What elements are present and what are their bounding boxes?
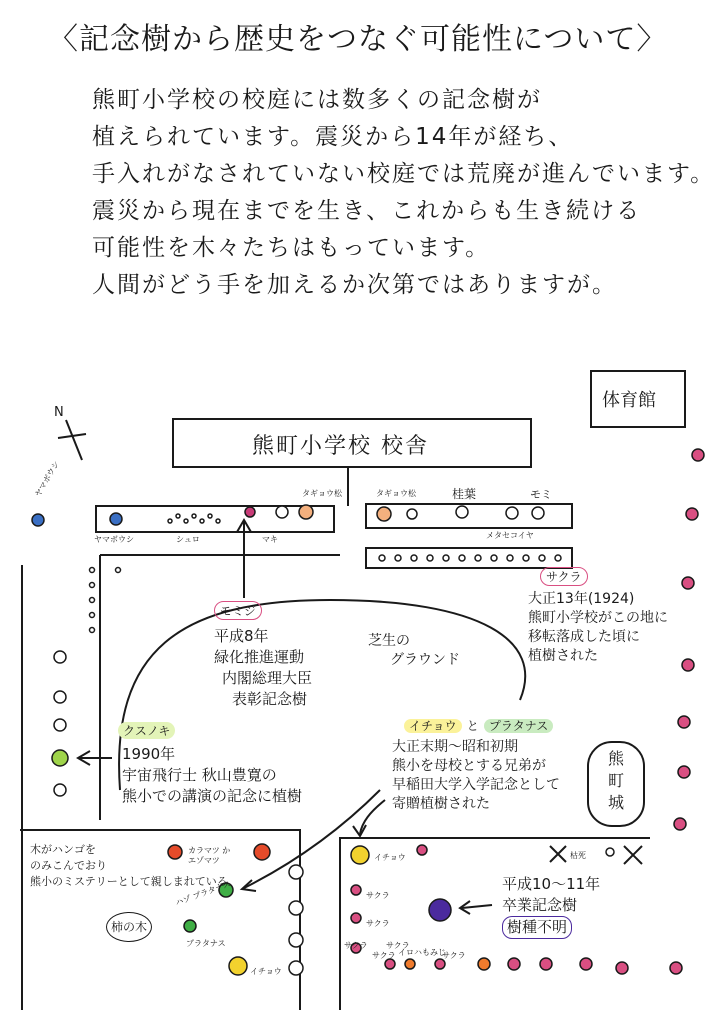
kaki-label: 柿の木 bbox=[106, 912, 152, 942]
tree-label: サクラ bbox=[366, 891, 390, 900]
shuro-marker bbox=[208, 514, 212, 518]
tree-label: ハゾ プラタナス bbox=[174, 879, 232, 908]
tree-label: タギョウ松 bbox=[302, 489, 342, 498]
tree-label: マキ bbox=[262, 535, 278, 544]
ichou-platanus-tags: イチョウ と プラタナス bbox=[404, 715, 553, 734]
kusunoki-tag: クスノキ bbox=[118, 722, 175, 739]
shuro-marker bbox=[216, 519, 220, 523]
ground-label: 芝生の グラウンド bbox=[368, 633, 460, 668]
kusunoki-marker bbox=[52, 750, 68, 766]
yamaboushi-marker bbox=[32, 514, 44, 526]
graduation-tree-marker bbox=[429, 899, 451, 921]
tree-label: カラマツ か エゾマツ bbox=[188, 846, 231, 865]
sakura-tag: サクラ bbox=[540, 567, 588, 586]
shuro-marker bbox=[200, 519, 204, 523]
intro-line: 熊町小学校の校庭には数多くの記念樹が bbox=[92, 87, 542, 113]
momiji-note: 平成8年 緑化推進運動 内閣総理大臣 表彰記念樹 bbox=[214, 627, 313, 708]
tree-label: サクラ bbox=[344, 941, 368, 950]
school-building: 熊町小学校 校舎 bbox=[172, 418, 532, 468]
yamaboushi-marker bbox=[110, 513, 122, 525]
tree-label: サクラ bbox=[366, 919, 390, 928]
tree-label: ヤマボウシ bbox=[33, 459, 62, 499]
matsu-marker bbox=[299, 505, 313, 519]
momiji-tag: モミジ bbox=[214, 601, 262, 620]
intro-line: 可能性を木々たちはもっています。 bbox=[92, 235, 491, 261]
maki-marker bbox=[276, 506, 288, 518]
tree-label: ヤマボウシ bbox=[94, 535, 134, 544]
tree-label: サクラ bbox=[386, 941, 410, 950]
graduation-note: 平成10～11年 卒業記念樹 樹種不明 bbox=[502, 874, 600, 939]
sakura-marker bbox=[54, 651, 66, 663]
ichou-platanus-note: 大正末期～昭和初期 熊小を母校とする兄弟が 早稲田大学入学記念として 寄贈植樹された bbox=[392, 739, 560, 812]
tree-label: 桂葉 bbox=[452, 487, 477, 501]
ichou-tag: イチョウ bbox=[404, 719, 462, 733]
north-label: N bbox=[54, 405, 64, 420]
tree-label: イチョウ bbox=[374, 853, 406, 862]
sakura-note: 大正13年(1924) 熊町小学校がこの地に 移転落成した頃に 植樹された bbox=[528, 591, 668, 664]
kinmokusei-marker bbox=[456, 506, 468, 518]
sakura-marker bbox=[54, 719, 66, 731]
tree-label: サクラ bbox=[372, 951, 396, 960]
kusunoki-note: 1990年 宇宙飛行士 秋山豊寛の 熊小での講演の記念に植樹 bbox=[122, 745, 303, 805]
maki-marker bbox=[245, 507, 255, 517]
mystery-note: 木がハンゴを のみこんでおり 熊小のミステリーとして親しまれている bbox=[30, 843, 228, 888]
tree-label: イロハもみじ bbox=[398, 948, 446, 957]
intro-line: 植えられています。震災から14年が経ち、 bbox=[92, 124, 574, 150]
tree-label: タギョウ松 bbox=[376, 489, 416, 498]
platanus-tag: プラタナス bbox=[484, 719, 553, 733]
ichou-marker bbox=[229, 957, 247, 975]
tree-label: プラタナス bbox=[186, 939, 226, 948]
tree-label: シュロ bbox=[176, 535, 200, 544]
ichou-marker bbox=[351, 846, 369, 864]
shuro-marker bbox=[184, 519, 188, 523]
castle-label: 熊町城 bbox=[607, 749, 624, 812]
tree-label: サクラ bbox=[442, 951, 466, 960]
momi-marker bbox=[532, 507, 544, 519]
shuro-marker bbox=[192, 514, 196, 518]
shuro-marker bbox=[168, 519, 172, 523]
page-title: 〈記念樹から歴史をつなぐ可能性について〉 bbox=[48, 22, 668, 57]
tree-marker bbox=[407, 509, 417, 519]
tree-label: モミ bbox=[530, 488, 552, 501]
intro-line: 手入れがなされていない校庭では荒廃が進んでいます。 bbox=[92, 161, 716, 187]
tree-label: メタセコイヤ bbox=[486, 531, 534, 540]
platanus-marker bbox=[184, 920, 196, 932]
sakura-marker bbox=[54, 784, 66, 796]
sakura-marker bbox=[54, 691, 66, 703]
shuro-marker bbox=[176, 514, 180, 518]
gym-label: 体育館 bbox=[590, 370, 686, 428]
matsu-marker bbox=[377, 507, 391, 521]
karamatsu-marker bbox=[254, 844, 270, 860]
intro-line: 震災から現在までを生き、これからも生き続ける bbox=[92, 198, 642, 224]
tree-label: 枯死 bbox=[570, 851, 586, 860]
momi-marker bbox=[506, 507, 518, 519]
intro-line: 人間がどう手を加えるか次第ではありますが。 bbox=[92, 272, 617, 298]
tree-label: イチョウ bbox=[250, 967, 282, 976]
